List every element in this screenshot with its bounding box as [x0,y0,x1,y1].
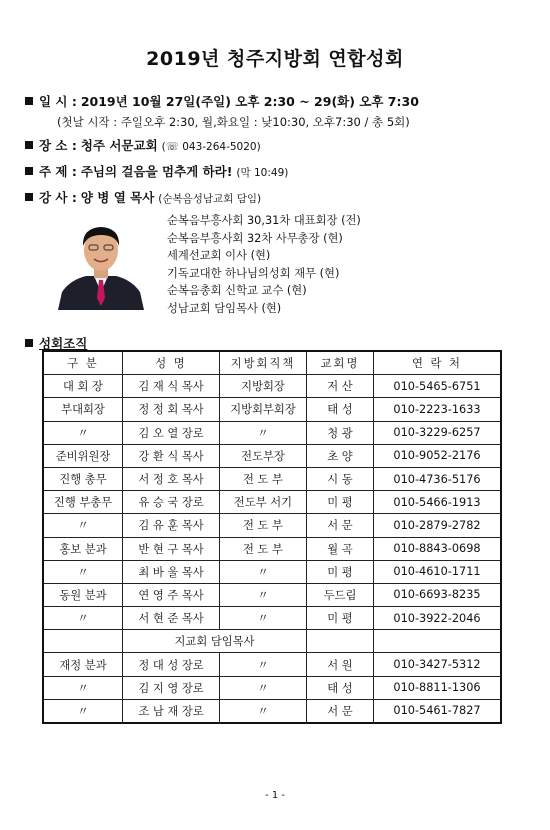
table-row [43,375,501,398]
table-cell: 연 영 주 목사 [123,583,220,606]
theme-line [25,162,288,180]
place-phone: (☏ 043-264-5020) [161,141,261,153]
table-body [43,653,501,723]
table-cell: 재정 분과 [43,653,123,676]
table-row [43,537,501,560]
table-row [43,607,501,630]
table-cell: 전도부 서기 [220,491,307,514]
table-cell: 010-8811-1306 [374,676,502,699]
table-cell: 〃 [43,560,123,583]
table-cell: 010-4736-5176 [374,467,502,490]
table-row [43,491,501,514]
table-cell: 〃 [43,676,123,699]
table-cell: 전 도 부 [220,514,307,537]
credential-item: 성남교회 담임목사 (현) [167,301,282,315]
table-cell: 저 산 [307,375,374,398]
table-cell: 두드림 [307,583,374,606]
table-cell: 미 평 [307,560,374,583]
table-cell: 지방회장 [220,375,307,398]
table-cell: 〃 [220,676,307,699]
table-row [43,676,501,699]
table-cell: 정 정 회 목사 [123,398,220,421]
speaker-label: 강 사 : [39,190,77,205]
table-cell: 〃 [220,653,307,676]
table-cell: 준비위원장 [43,444,123,467]
table-cell: 〃 [43,421,123,444]
table-cell [374,630,502,653]
table-cell: 강 환 식 목사 [123,444,220,467]
table-cell: 서 현 준 목사 [123,607,220,630]
speaker-photo [56,218,146,310]
table-row [43,583,501,606]
speaker-line [25,188,261,206]
credential-item: 순복음부흥사회 30,31차 대표회장 (전) [167,214,361,227]
table-row [43,560,501,583]
col-header: 성 명 [123,351,220,375]
credential-item: 기독교대한 하나님의성회 재무 (현) [167,266,340,280]
date-value: 2019년 10월 27일(주일) 오후 2:30 ~ 29(화) 오후 7:30 [80,94,419,109]
table-cell: 010-3427-5312 [374,653,502,676]
table-body [43,375,501,630]
date-label: 일 시 : [39,94,77,109]
table-cell: 청 광 [307,421,374,444]
date-line [25,92,419,110]
table-cell: 010-4610-1711 [374,560,502,583]
table-cell: 미 평 [307,607,374,630]
table-row [43,398,501,421]
theme-label: 주 제 : [39,164,77,179]
table-cell: 010-3922-2046 [374,607,502,630]
table-cell: 서 문 [307,514,374,537]
table-cell: 010-2223-1633 [374,398,502,421]
table-cell: 부대회장 [43,398,123,421]
table-row [43,653,501,676]
table-cell: 010-9052-2176 [374,444,502,467]
table-cell: 전 도 부 [220,467,307,490]
credential-item: 세계선교회 이사 (현) [167,249,271,262]
speaker-credentials [167,212,361,317]
table-cell: 010-5461-7827 [374,699,502,723]
table-cell: 미 평 [307,491,374,514]
table-cell [43,630,123,653]
table-cell: 〃 [220,699,307,723]
table-cell: 〃 [220,583,307,606]
page-number: - 1 - [265,790,285,801]
col-header: 지방회직책 [220,351,307,375]
section-row [43,630,501,653]
bullet-square-icon [25,167,33,175]
table-cell: 조 남 재 장로 [123,699,220,723]
table-cell: 김 지 영 장로 [123,676,220,699]
table-cell: 동원 분과 [43,583,123,606]
table-cell: 유 승 국 장로 [123,491,220,514]
table-cell: 태 성 [307,676,374,699]
table-cell: 〃 [220,607,307,630]
table-cell: 반 현 구 목사 [123,537,220,560]
table-cell: 서 정 호 목사 [123,467,220,490]
table-cell: 진행 총무 [43,467,123,490]
theme-value: 주님의 걸음을 멈추게 하라! [80,164,233,179]
credential-item: 순복음부흥사회 32차 사무총장 (현) [167,231,343,245]
bullet-square-icon [25,141,33,149]
speaker-church: (순복음성남교회 담임) [158,193,262,205]
table-cell [307,630,374,653]
table-cell: 서 문 [307,699,374,723]
table-cell: 김 오 열 장로 [123,421,220,444]
table-cell: 〃 [43,699,123,723]
table-cell: 전도부장 [220,444,307,467]
table-row [43,699,501,723]
table-cell: 〃 [43,607,123,630]
place-label: 장 소 : [39,138,77,153]
table-cell: 010-8843-0698 [374,537,502,560]
table-cell: 김 재 식 목사 [123,375,220,398]
table-cell: 대 회 장 [43,375,123,398]
table-row [43,421,501,444]
page-title: 2019년 청주지방회 연합성회 [146,48,404,70]
table-cell: 지방회부회장 [220,398,307,421]
col-header: 구 분 [43,351,123,375]
theme-ref: (막 10:49) [236,167,289,179]
bullet-square-icon [25,97,33,105]
table-cell: 서 원 [307,653,374,676]
table-cell: 010-5466-1913 [374,491,502,514]
table-cell: 010-5465-6751 [374,375,502,398]
speaker-value: 양 병 열 목사 [80,190,155,205]
table-cell: 태 성 [307,398,374,421]
place-value: 청주 서문교회 [80,138,158,153]
date-sub: (첫날 시작 : 주일오후 2:30, 월,화요일 : 낮10:30, 오후7:30 / 총 5회) [57,115,410,129]
table-cell: 월 곡 [307,537,374,560]
col-header: 연 락 처 [374,351,502,375]
table-cell: 010-6693-8235 [374,583,502,606]
table-row [43,514,501,537]
credential-item: 순복음총회 신학교 교수 (현) [167,284,307,297]
table-cell: 초 양 [307,444,374,467]
place-line [25,136,261,154]
table-header-row [43,351,501,375]
table-row [43,467,501,490]
table-cell: 김 유 훈 목사 [123,514,220,537]
section-label: 지교회 담임목사 [123,630,307,653]
table-cell: 시 동 [307,467,374,490]
table-cell: 〃 [220,560,307,583]
table-cell: 정 대 성 장로 [123,653,220,676]
organization-table [42,350,502,724]
table-cell: 최 바 울 목사 [123,560,220,583]
table-cell: 진행 부총무 [43,491,123,514]
org-title: 성회조직 [39,336,88,351]
table-row [43,444,501,467]
bullet-square-icon [25,193,33,201]
table-cell: 010-2879-2782 [374,514,502,537]
table-cell: 〃 [43,514,123,537]
bullet-square-icon [25,339,33,347]
table-cell: 전 도 부 [220,537,307,560]
col-header: 교회명 [307,351,374,375]
table-cell: 010-3229-6257 [374,421,502,444]
table-cell: 홍보 분과 [43,537,123,560]
table-cell: 〃 [220,421,307,444]
